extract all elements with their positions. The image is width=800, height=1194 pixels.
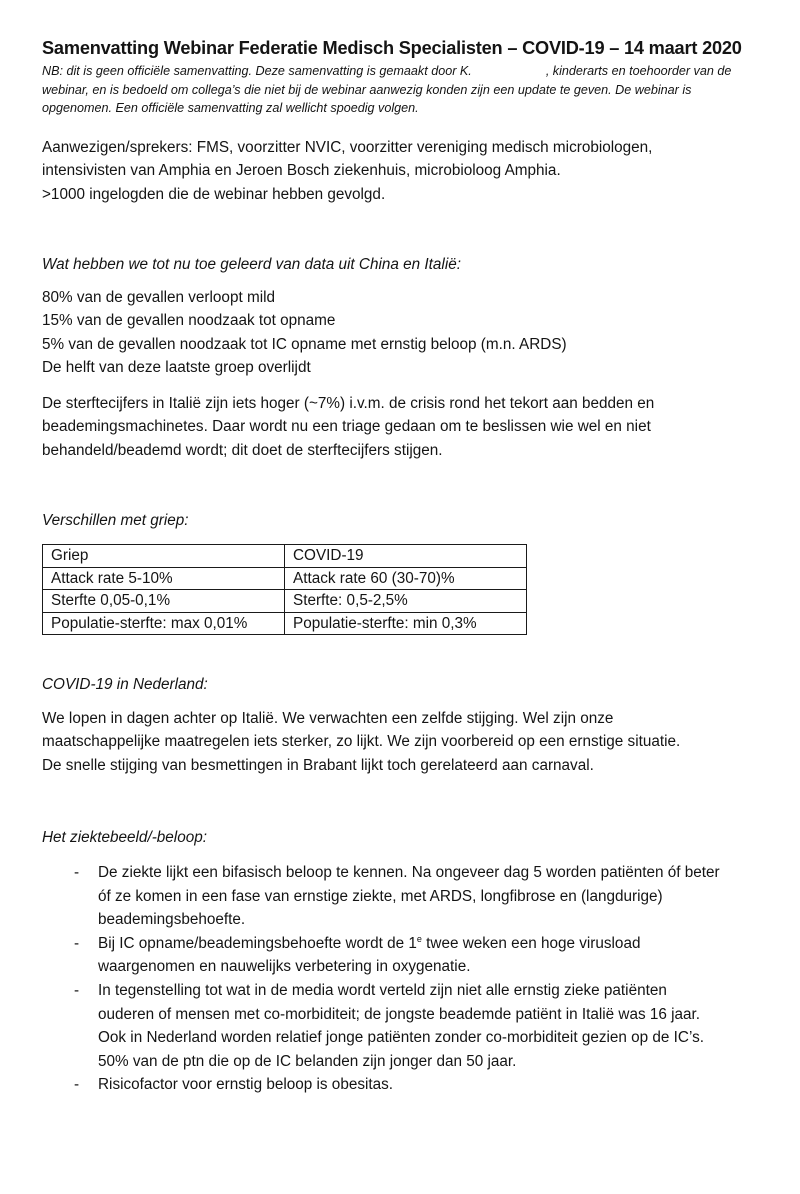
bullet-dash: - (74, 1076, 80, 1094)
text-line: Risicofactor voor ernstig beloop is obesitas. (98, 1076, 394, 1094)
text-line: De sterftecijfers in Italië zijn iets hoger (~7%) i.v.m. de crisis rond het tekort aan bedden en (42, 395, 655, 412)
section-heading-disease-course: Het ziektebeeld/-beloop: (42, 829, 207, 846)
list-item (42, 932, 782, 979)
section-heading-flu: Verschillen met griep: (42, 512, 189, 529)
fact-line: 80% van de gevallen verloopt mild (42, 289, 275, 306)
text-line: De ziekte lijkt een bifasisch beloop te kennen. Na ongeveer dag 5 worden patiënten óf beter (98, 864, 720, 881)
text-line: maatschappelijke maatregelen iets sterker, zo lijkt. We zijn voorbereid op een ernstige situatie. (42, 733, 681, 751)
text-line: beademingsbehoefte. (98, 911, 246, 929)
bullet-dash: - (74, 864, 80, 881)
text-line: óf ze komen in een fase van ernstige ziekte, met ARDS, longfibrose en (langdurige) (98, 887, 663, 905)
text-line: In tegenstelling tot wat in de media wordt verteld zijn niet alle ernstig zieke patiënten (98, 981, 667, 999)
text-line: intensivisten van Amphia en Jeroen Bosch ziekenhuis, microbioloog Amphia. (42, 162, 561, 180)
section-heading-data: Wat hebben we tot nu toe geleerd van data uit China en Italië: (42, 256, 461, 273)
table-cell: Attack rate 5-10% (43, 567, 285, 590)
text-line (98, 932, 782, 956)
mortality-paragraph (42, 392, 772, 462)
facts-list (42, 286, 772, 380)
netherlands-paragraph (42, 707, 772, 777)
flu-comparison-table (42, 544, 527, 635)
disclaimer-line-3: opgenomen. Een officiële samenvatting zal wellicht spoedig volgen. (42, 101, 419, 116)
bullet-dash: - (74, 934, 80, 952)
bullet-dash: - (74, 981, 80, 999)
table-cell: Sterfte: 0,5-2,5% (285, 590, 527, 613)
disclaimer-line-1 (42, 62, 762, 81)
text-line: De snelle stijging van besmettingen in Brabant lijkt toch gerelateerd aan carnaval. (42, 756, 594, 774)
fact-line: De helft van deze laatste groep overlijdt (42, 359, 311, 377)
text-line: Ook in Nederland worden relatief jonge patiënten zonder co-morbiditeit gezien op de IC’s. (98, 1029, 705, 1047)
document-title: Samenvatting Webinar Federatie Medisch Specialisten – COVID-19 – 14 maart 2020 (42, 38, 742, 58)
table-row (43, 612, 527, 635)
table-cell: Attack rate 60 (30-70)% (285, 567, 527, 590)
table-cell: Sterfte 0,05-0,1% (43, 590, 285, 613)
text-line: beademingsmachinetes. Daar wordt nu een triage gedaan om te beslissen wie wel en niet (42, 418, 651, 436)
table-cell: Griep (43, 545, 285, 568)
section-heading-netherlands: COVID-19 in Nederland: (42, 676, 208, 693)
disclaimer-line-2: webinar, en is bedoeld om collega’s die niet bij de webinar aanwezig konden zijn een update te geven. De webinar is (42, 82, 692, 97)
disease-course-list (42, 861, 782, 1097)
table-row (43, 590, 527, 613)
text-line: behandeld/beademd wordt; dit doet de sterftecijfers stijgen. (42, 441, 443, 459)
table-row (43, 545, 527, 568)
table-cell: Populatie-sterfte: min 0,3% (285, 612, 527, 635)
text-line: We lopen in dagen achter op Italië. We verwachten een zelfde stijging. Wel zijn onze (42, 710, 614, 727)
text-line: Aanwezigen/sprekers: FMS, voorzitter NVIC, voorzitter vereniging medisch microbiologen, (42, 139, 653, 156)
disclaimer (42, 62, 762, 118)
text-segment: twee weken een hoge virusload (421, 934, 641, 952)
disclaimer-text: , kinderarts en toehoorder van de (545, 64, 732, 78)
text-line: waargenomen en nauwelijks verbetering in oxygenatie. (98, 958, 471, 976)
text-line: ouderen of mensen met co-morbiditeit; de jongste beademde patiënt in Italië was 16 jaar. (98, 1005, 701, 1023)
table-row (43, 567, 527, 590)
table-cell: COVID-19 (285, 545, 527, 568)
attendees-paragraph (42, 136, 772, 206)
disclaimer-text: NB: dit is geen officiële samenvatting. Deze samenvatting is gemaakt door K. (42, 64, 472, 78)
list-item (42, 979, 782, 1073)
table-cell: Populatie-sterfte: max 0,01% (43, 612, 285, 635)
fact-line: 15% van de gevallen noodzaak tot opname (42, 312, 336, 330)
text-line: >1000 ingelogden die de webinar hebben gevolgd. (42, 185, 386, 203)
list-item (42, 861, 782, 932)
fact-line: 5% van de gevallen noodzaak tot IC opname met ernstig beloop (m.n. ARDS) (42, 335, 567, 353)
text-segment: Bij IC opname/beademingsbehoefte wordt de 1 (98, 934, 417, 952)
list-item (42, 1073, 782, 1097)
text-line: 50% van de ptn die op de IC belanden zijn jonger dan 50 jaar. (98, 1052, 517, 1070)
superscript: e (416, 933, 422, 944)
